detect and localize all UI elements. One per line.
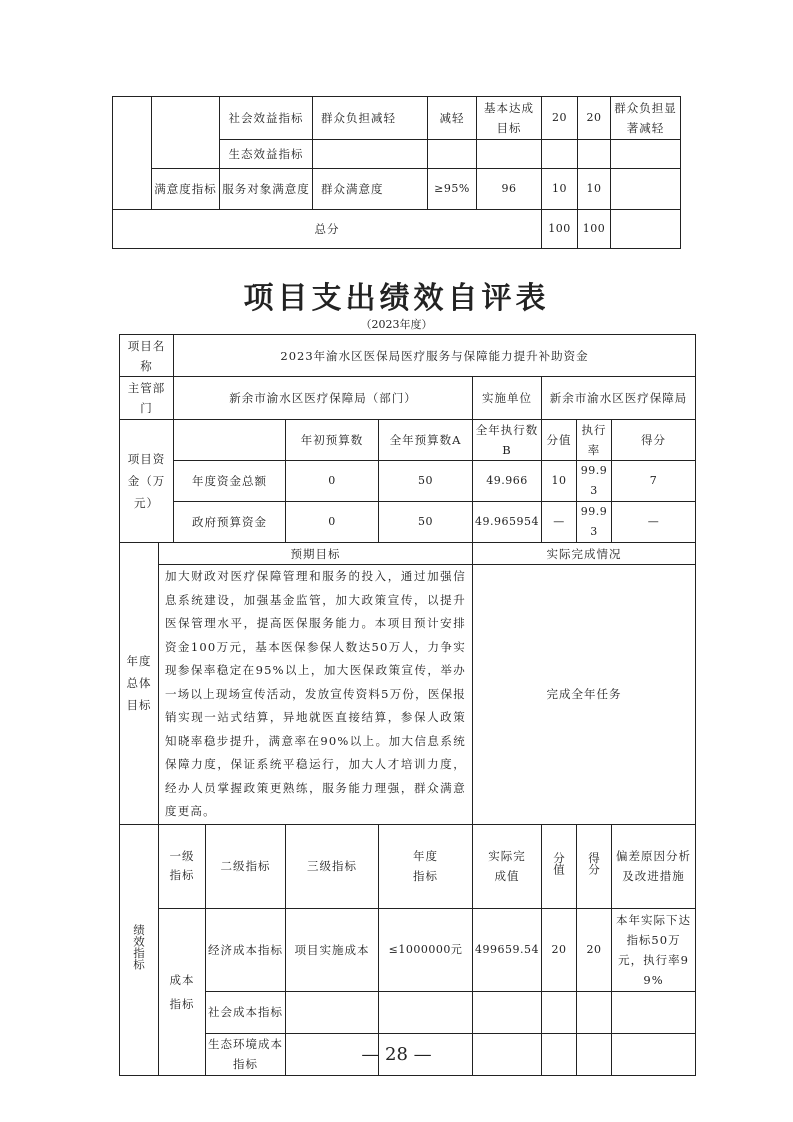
level2-cell: 社会成本指标	[206, 991, 286, 1033]
actual-cell: 96	[477, 169, 542, 210]
note-cell: 本年实际下达指标50万元，执行率99%	[612, 908, 696, 991]
weight-cell	[542, 991, 577, 1033]
actual-cell: 499659.54	[473, 908, 542, 991]
indicators-label: 绩效指标	[132, 923, 146, 970]
funds-cell: 49.966	[473, 461, 542, 502]
goals-header-row	[120, 543, 696, 565]
indicator-header: 年度指标	[379, 824, 473, 908]
level2-cell: 经济成本指标	[206, 908, 286, 991]
total-label: 总分	[113, 210, 542, 249]
funds-cell: —	[612, 502, 696, 543]
indicator-row	[120, 908, 696, 991]
level3-cell: 项目实施成本	[286, 908, 379, 991]
score-cell: 10	[578, 169, 611, 210]
funds-header: 全年执行数B	[473, 420, 542, 461]
target-cell	[379, 991, 473, 1033]
funds-header-row	[120, 420, 696, 461]
target-cell: 减轻	[428, 97, 477, 140]
page-title: 项目支出绩效自评表	[243, 281, 550, 316]
indicator-row	[120, 991, 696, 1033]
funds-cell: 49.965954	[473, 502, 542, 543]
level2-cell: 生态环境成本指标	[206, 1033, 286, 1075]
table-row	[113, 169, 681, 210]
weight-cell: 20	[542, 97, 578, 140]
funds-header: 全年预算数A	[379, 420, 473, 461]
self-evaluation-table	[119, 334, 696, 1076]
score-cell	[577, 991, 612, 1033]
funds-header: 得分	[612, 420, 696, 461]
level2-cell: 生态效益指标	[220, 140, 313, 169]
funds-cell: 0	[286, 461, 379, 502]
funds-cell: 0	[286, 502, 379, 543]
funds-row	[120, 461, 696, 502]
level3-cell	[313, 140, 428, 169]
score-cell	[578, 140, 611, 169]
expected-goal-text: 加大财政对医疗保障管理和服务的投入，通过加强信息系统建设，加强基金监管，加大政策宣传，以提升医保管理水平，提高医保服务能力。本项目预计安排资金100万元，基本医保参保人数达50万人，力争实现参保率稳定在95%以上，加大医保政策宣传，举办一场以上现场宣传活动，发放宣传资料5万份，医保报销实现一站式结算，异地就医直接结算，参保人政策知晓率稳步提升，满意率在90%以上。加大信息系统保障力度，保证系统平稳运行，加大人才培训力度，经办人员掌握政策更熟练，服务能力理强，群众满意度更高。	[159, 565, 473, 825]
total-score: 100	[578, 210, 611, 249]
funds-cell: 50	[379, 502, 473, 543]
weight-cell: 10	[542, 169, 578, 210]
weight-cell	[542, 140, 578, 169]
funds-header: 年初预算数	[286, 420, 379, 461]
funds-label: 项目资金（万元）	[120, 420, 174, 543]
target-cell	[428, 140, 477, 169]
level2-cell: 社会效益指标	[220, 97, 313, 140]
project-name-value: 2023年渝水区医保局医疗服务与保障能力提升补助资金	[174, 335, 696, 377]
level3-cell	[286, 991, 379, 1033]
indicator-header-cell	[577, 824, 612, 908]
actual-cell	[477, 140, 542, 169]
level2-cell: 服务对象满意度	[220, 169, 313, 210]
note-cell	[612, 991, 696, 1033]
indicator-header-row	[120, 824, 696, 908]
funds-cell: —	[542, 502, 577, 543]
funds-cell: 99.93	[577, 502, 612, 543]
indicator-header: 分值	[552, 851, 566, 875]
score-cell: 20	[578, 97, 611, 140]
total-note	[611, 210, 681, 249]
target-cell: ≥95%	[428, 169, 477, 210]
implementer-value: 新余市渝水区医疗保障局	[542, 377, 696, 420]
total-row	[113, 210, 681, 249]
total-weight: 100	[542, 210, 578, 249]
funds-cell: 99.93	[577, 461, 612, 502]
indicator-header: 偏差原因分析及改进措施	[612, 824, 696, 908]
implementer-label: 实施单位	[473, 377, 542, 420]
indicator-header: 三级指标	[286, 824, 379, 908]
funds-row	[120, 502, 696, 543]
indicators-label-cell	[120, 824, 159, 1075]
goals-label: 年度总体目标	[120, 543, 159, 825]
goals-row	[120, 565, 696, 825]
weight-cell: 20	[542, 908, 577, 991]
indicator-header: 二级指标	[206, 824, 286, 908]
note-cell: 群众负担显著减轻	[611, 97, 681, 140]
note-cell	[611, 169, 681, 210]
funds-header: 分值	[542, 420, 577, 461]
level3-cell: 群众负担减轻	[313, 97, 428, 140]
blank-cell	[113, 97, 152, 210]
funds-cell: 年度资金总额	[174, 461, 286, 502]
project-name-row	[120, 335, 696, 377]
page-number: — 28 —	[361, 1044, 432, 1065]
score-cell: 20	[577, 908, 612, 991]
level3-cell: 群众满意度	[313, 169, 428, 210]
actual-cell: 基本达成目标	[477, 97, 542, 140]
page-subtitle: （2023年度）	[360, 318, 433, 331]
department-label: 主管部门	[120, 377, 174, 420]
funds-header	[174, 420, 286, 461]
actual-result-text: 完成全年任务	[473, 565, 696, 825]
level1-cell: 满意度指标	[152, 169, 220, 210]
actual-result-header: 实际完成情况	[473, 543, 696, 565]
funds-cell: 政府预算资金	[174, 502, 286, 543]
blank-cell	[152, 97, 220, 169]
funds-cell: 10	[542, 461, 577, 502]
indicator-header: 实际完成值	[473, 824, 542, 908]
table-row	[113, 97, 681, 140]
continued-indicator-table	[112, 96, 681, 249]
target-cell: ≤1000000元	[379, 908, 473, 991]
indicator-header: 得分	[587, 851, 601, 875]
actual-cell	[473, 991, 542, 1033]
funds-header: 执行率	[577, 420, 612, 461]
funds-cell: 50	[379, 461, 473, 502]
funds-cell: 7	[612, 461, 696, 502]
cost-group-label: 成本指标	[159, 908, 206, 1075]
indicator-header-cell	[542, 824, 577, 908]
department-row	[120, 377, 696, 420]
project-name-label: 项目名称	[120, 335, 174, 377]
note-cell	[611, 140, 681, 169]
indicator-header: 一级指标	[159, 824, 206, 908]
expected-goal-header: 预期目标	[159, 543, 473, 565]
department-value: 新余市渝水区医疗保障局（部门）	[174, 377, 473, 420]
